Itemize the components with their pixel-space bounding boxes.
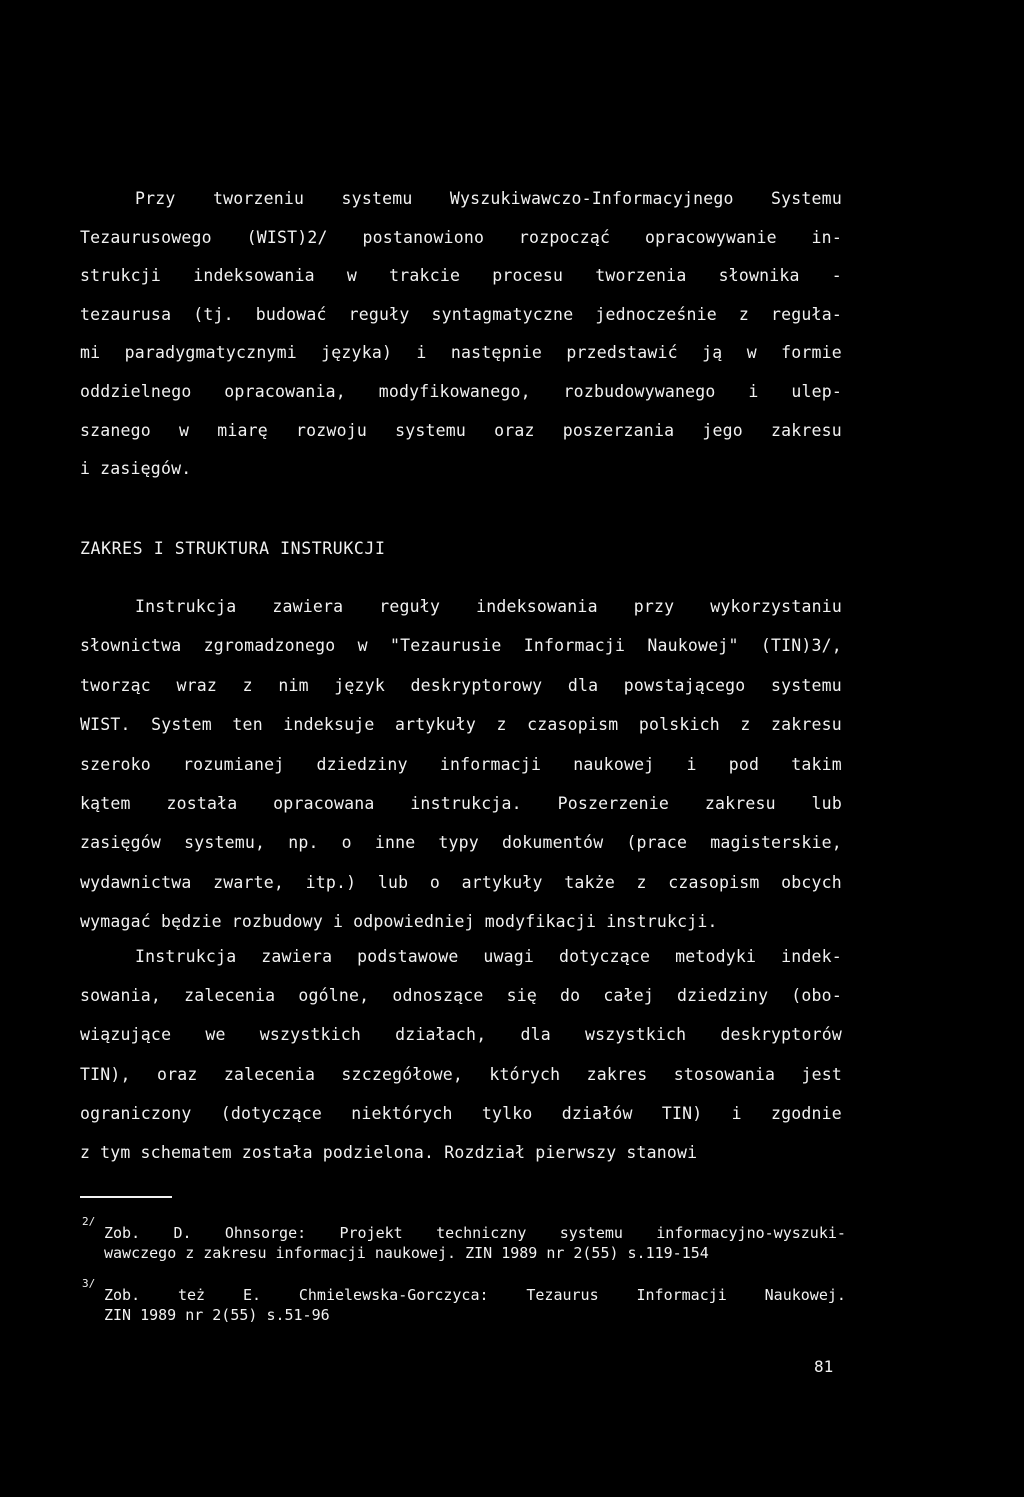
text-line: szeroko rozumianej dziedziny informacji naukowej i pod takim [80, 754, 842, 774]
text-line: wydawnictwa zwarte, itp.) lub o artykuły także z czasopism obcych [80, 872, 842, 892]
footnote-divider [80, 1196, 172, 1198]
footnote-marker: 3/ [82, 1277, 96, 1290]
text-line: szanego w miarę rozwoju systemu oraz poszerzania jego zakresu [80, 420, 842, 440]
text-line: sowania, zalecenia ogólne, odnoszące się do całej dziedziny (obo- [80, 986, 842, 1006]
text-line: strukcji indeksowania w trakcie procesu tworzenia słownika - [80, 266, 842, 286]
text-line: tezaurusa (tj. budować reguły syntagmatyczne jednocześnie z reguła- [80, 304, 842, 324]
footnote-line: wawczego z zakresu informacji naukowej. ZIN 1989 nr 2(55) s.119-154 [104, 1244, 709, 1262]
text-line: WIST. System ten indeksuje artykuły z czasopism polskich z zakresu [80, 715, 842, 735]
text-line: zasięgów systemu, np. o inne typy dokumentów (prace magisterskie, [80, 833, 842, 853]
text-line: ograniczony (dotyczące niektórych tylko działów TIN) i zgodnie [80, 1103, 842, 1123]
text-line: tworząc wraz z nim język deskryptorowy dla powstającego systemu [80, 675, 842, 695]
footnote-line: Zob. D. Ohnsorge: Projekt techniczny systemu informacyjno-wyszuki- [104, 1224, 846, 1242]
text-line: Instrukcja zawiera podstawowe uwagi dotyczące metodyki indek- [135, 947, 842, 966]
text-line: wymagać będzie rozbudowy i odpowiedniej modyfikacji instrukcji. [80, 912, 718, 932]
text-line: TIN), oraz zalecenia szczegółowe, których zakres stosowania jest [80, 1064, 842, 1084]
text-line: Instrukcja zawiera reguły indeksowania przy wykorzystaniu [135, 597, 842, 616]
text-line: słownictwa zgromadzonego w "Tezaurusie Informacji Naukowej" (TIN)3/, [80, 636, 842, 656]
text-line: Tezaurusowego (WIST)2/ postanowiono rozpocząć opracowywanie in- [80, 227, 842, 247]
text-line: z tym schematem została podzielona. Rozdział pierwszy stanowi [80, 1143, 698, 1162]
page-number: 81 [814, 1357, 834, 1376]
text-line: i zasięgów. [80, 459, 192, 479]
section-heading: ZAKRES I STRUKTURA INSTRUKCJI [80, 539, 386, 558]
footnote-line: Zob. też E. Chmielewska-Gorczyca: Tezaurus Informacji Naukowej. [104, 1286, 846, 1304]
text-line: wiązujące we wszystkich działach, dla wszystkich deskryptorów [80, 1025, 842, 1045]
text-line: kątem została opracowana instrukcja. Poszerzenie zakresu lub [80, 794, 842, 813]
footnote-line: ZIN 1989 nr 2(55) s.51-96 [104, 1306, 330, 1324]
text-line: mi paradygmatycznymi języka) i następnie przedstawić ją w formie [80, 343, 842, 363]
footnote-marker: 2/ [82, 1215, 96, 1228]
text-line: Przy tworzeniu systemu Wyszukiwawczo-Informacyjnego Systemu [135, 189, 842, 208]
text-line: oddzielnego opracowania, modyfikowanego, rozbudowywanego i ulep- [80, 382, 842, 401]
